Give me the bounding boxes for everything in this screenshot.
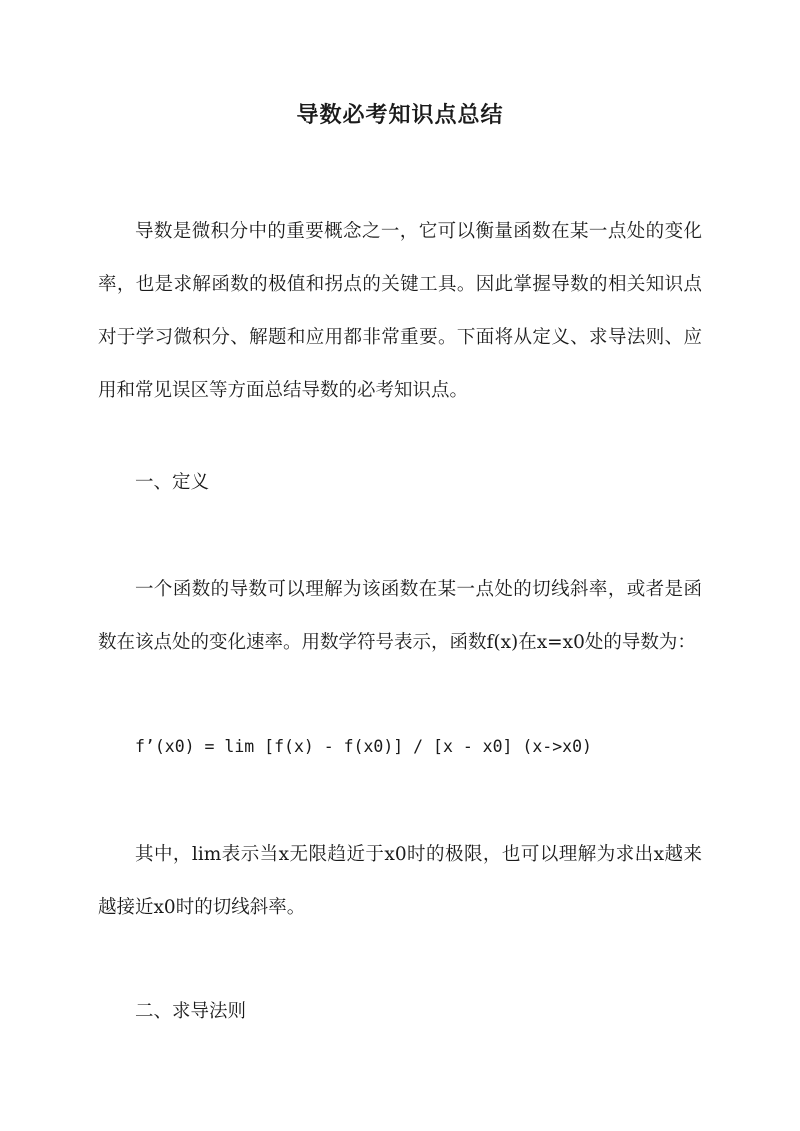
section-heading-rules: 二、求导法则 (135, 1001, 247, 1022)
explanation-paragraph: 其中，lim表示当x无限趋近于x0时的极限，也可以理解为求出x越来越接近x0时的切线斜率。 (98, 844, 702, 918)
page-title: 导数必考知识点总结 (296, 102, 504, 128)
derivative-formula: f’(x0) = lim [f(x) - f(x0)] / [x - x0] (x->x0) (135, 737, 592, 756)
section-heading-definition: 一、定义 (135, 472, 210, 493)
definition-paragraph: 一个函数的导数可以理解为该函数在某一点处的切线斜率，或者是函数在该点处的变化速率。用数学符号表示，函数f(x)在x=x0处的导数为： (98, 579, 702, 653)
intro-paragraph: 导数是微积分中的重要概念之一，它可以衡量函数在某一点处的变化率，也是求解函数的极值和拐点的关键工具。因此掌握导数的相关知识点对于学习微积分、解题和应用都非常重要。下面将从定义、求导法则、应用和常见误区等方面总结导数的必考知识点。 (98, 221, 702, 401)
